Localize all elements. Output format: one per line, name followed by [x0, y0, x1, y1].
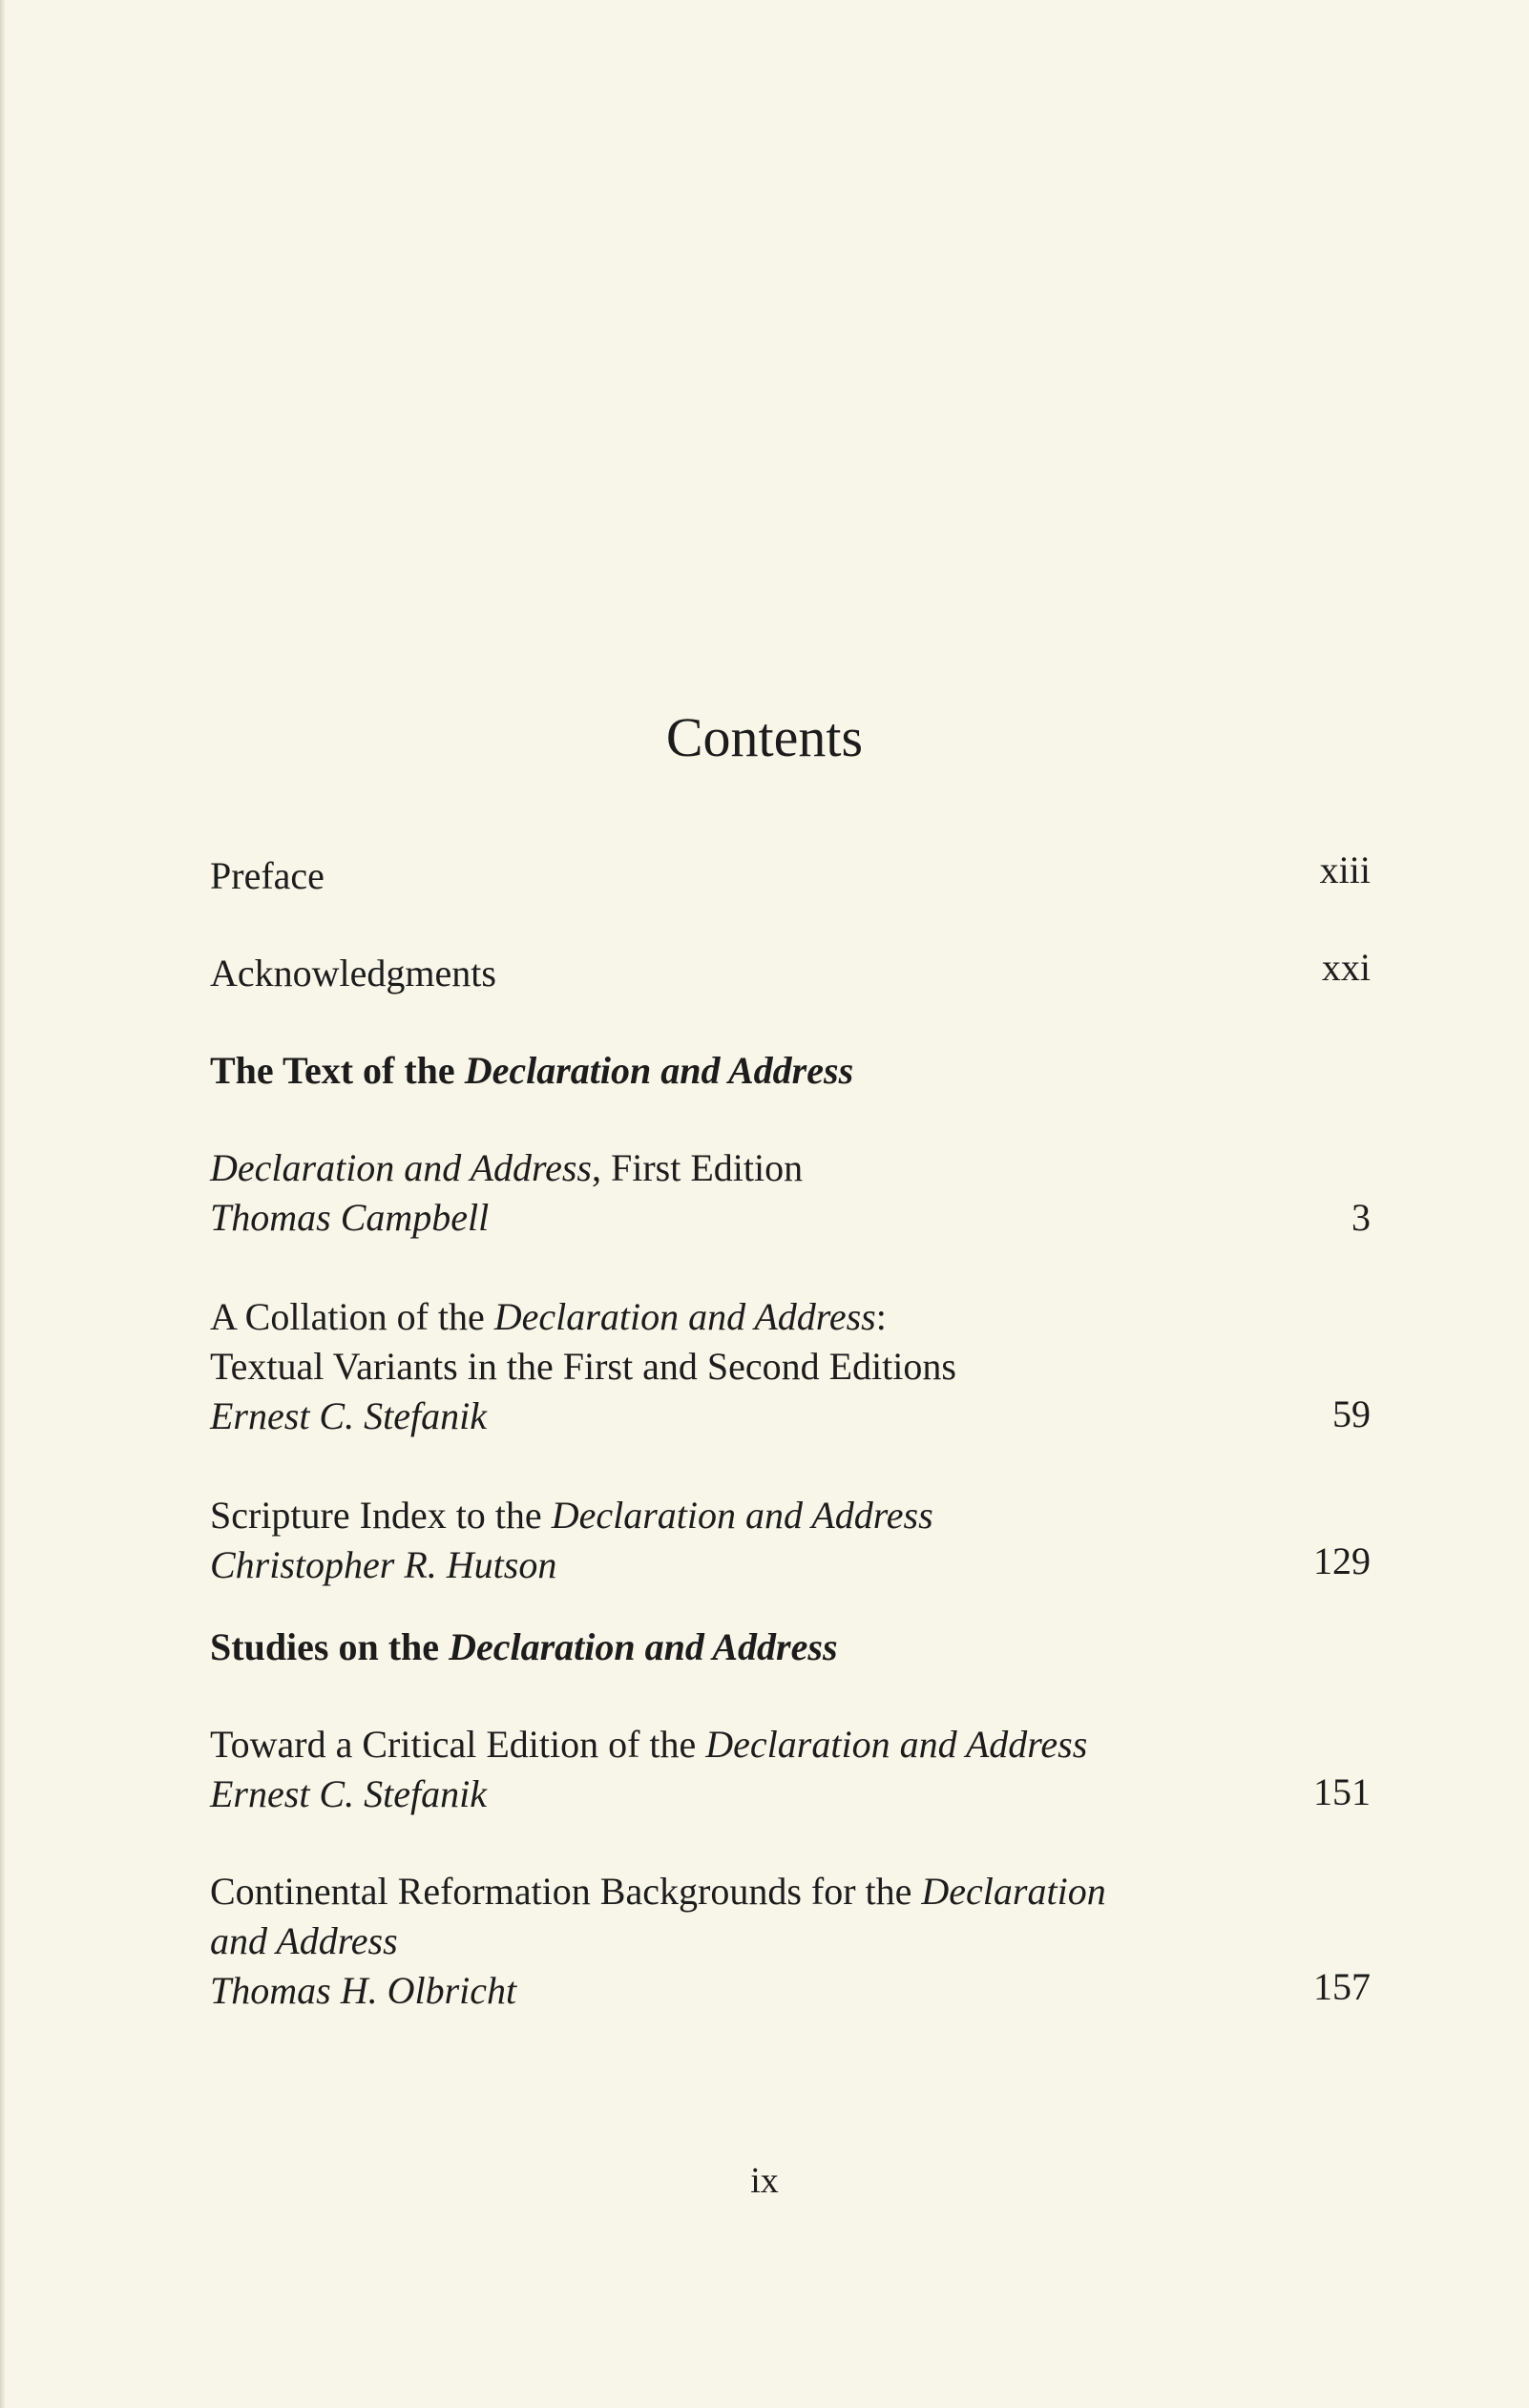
toc-entry-title-text: Scripture Index to the: [210, 1494, 552, 1537]
page-title: Contents: [665, 706, 864, 768]
section-heading: [210, 1046, 853, 1096]
toc-entry-title: Preface: [210, 854, 325, 897]
toc-entry-title-italic: Declaration and Address: [551, 1494, 933, 1537]
toc-entry-author: Christopher R. Hutson: [210, 1543, 557, 1586]
toc-entry-title-text: A Collation of the: [210, 1295, 494, 1338]
toc-entry-title-line2: and Address: [210, 1919, 398, 1962]
toc-page-number: 151: [1313, 1770, 1371, 1813]
toc-entry-title: Acknowledgments: [210, 952, 496, 995]
toc-page-number: xiii: [1319, 848, 1371, 891]
toc-entry-title: [210, 1720, 1087, 1769]
toc-entry-title-italic: Declaration: [921, 1870, 1106, 1913]
toc-entry-author: Thomas H. Olbricht: [210, 1969, 517, 2012]
toc-entry-title-italic: Declaration and Address: [493, 1295, 876, 1338]
toc-entry-title-italic: Declaration and Address: [705, 1723, 1088, 1766]
toc-entry-author: Ernest C. Stefanik: [210, 1394, 487, 1437]
toc-entry-title: [210, 1867, 1106, 1916]
toc-entry-title: [210, 1143, 803, 1193]
section-heading-italic: Declaration and Address: [464, 1049, 854, 1092]
toc-page-number: 3: [1351, 1196, 1371, 1239]
toc-entry-title-text: :: [875, 1295, 887, 1338]
toc-page-number: 59: [1332, 1392, 1371, 1435]
toc-entry-author: Thomas Campbell: [210, 1196, 490, 1239]
toc-entry-title-line2: Textual Variants in the First and Second Editions: [210, 1345, 956, 1388]
section-heading-text: The Text of the: [210, 1049, 465, 1092]
toc-page-number: 129: [1313, 1539, 1371, 1582]
section-heading-italic: Declaration and Address: [449, 1625, 838, 1668]
section-heading: [210, 1623, 838, 1672]
toc-entry-title-text: Continental Reformation Backgrounds for the: [210, 1870, 922, 1913]
toc-page-number: xxi: [1321, 946, 1371, 989]
toc-entry-title-text: , First Edition: [591, 1146, 804, 1189]
toc-entry-author: Ernest C. Stefanik: [210, 1772, 487, 1815]
section-heading-text: Studies on the: [210, 1625, 450, 1668]
page-edge: [0, 0, 6, 2408]
toc-entry-title-italic: Declaration and Address: [210, 1146, 592, 1189]
toc-entry-title: [210, 1491, 933, 1540]
page-folio: ix: [750, 2161, 779, 2201]
toc-entry-title-text: Toward a Critical Edition of the: [210, 1723, 706, 1766]
toc-entry-title: [210, 1292, 887, 1342]
toc-page-number: 157: [1313, 1965, 1371, 2008]
